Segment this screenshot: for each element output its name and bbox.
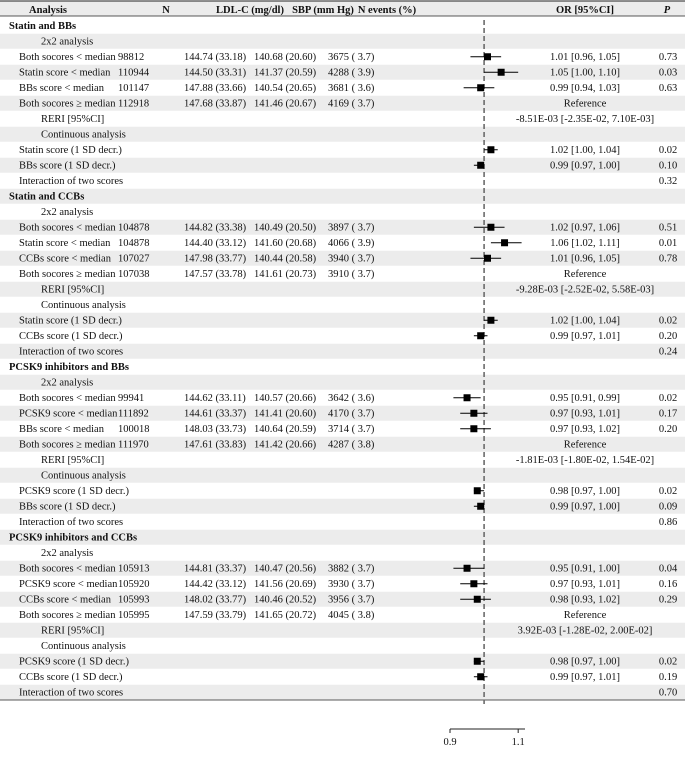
row-label: BBs score < median: [19, 83, 104, 94]
cell-ldl: 148.02 (33.77): [184, 594, 247, 606]
subsection-label: Continuous analysis: [41, 129, 126, 141]
row-label: PCSK9 score (1 SD decr.): [19, 486, 129, 497]
cell-n: 111892: [118, 408, 149, 420]
cell-events: 3714 ( 3.7): [328, 424, 375, 435]
cell-or: 0.97 [0.93, 1.02]: [550, 424, 620, 435]
cell-or: Reference: [563, 269, 607, 280]
cell-p: 0.16: [658, 579, 678, 590]
cell-sbp: 141.37 (20.59): [254, 67, 317, 79]
cell-ldl: 147.98 (33.77): [184, 253, 247, 265]
or-marker: [470, 410, 477, 417]
row-shade: [0, 34, 685, 50]
cell-p: 0.20: [658, 331, 678, 342]
or-marker: [464, 565, 471, 572]
cell-or: 0.99 [0.97, 1.00]: [550, 160, 620, 172]
cell-or: 1.01 [0.96, 1.05]: [550, 253, 620, 265]
cell-or: Reference: [563, 439, 607, 451]
row-label: Interaction of two scores: [19, 176, 124, 187]
row-label: Both socores < median: [19, 52, 116, 63]
cell-sbp: 140.46 (20.52): [254, 594, 317, 606]
cell-p: 0.32: [658, 176, 678, 187]
cell-n: 111970: [118, 439, 149, 451]
cell-p: 0.70: [658, 687, 678, 699]
cell-events: 4066 ( 3.9): [328, 238, 375, 249]
row-label: BBs score (1 SD decr.): [19, 501, 116, 513]
cell-or: 3.92E-03 [-1.28E-02, 2.00E-02]: [517, 625, 653, 637]
cell-sbp: 140.57 (20.66): [254, 393, 317, 404]
cell-p: 0.10: [658, 160, 678, 172]
cell-or: 0.99 [0.97, 1.00]: [550, 501, 620, 513]
cell-or: 0.97 [0.93, 1.01]: [550, 579, 620, 590]
cell-ldl: 144.61 (33.37): [184, 408, 247, 420]
cell-ldl: 147.68 (33.87): [184, 98, 247, 110]
row-label: Interaction of two scores: [19, 346, 124, 358]
subsection-label: 2x2 analysis: [41, 548, 94, 559]
row-label: CCBs score < median: [19, 594, 111, 606]
subsection-label: 2x2 analysis: [41, 207, 94, 218]
header-or: OR [95%CI]: [555, 5, 615, 16]
cell-n: 107027: [118, 253, 150, 265]
cell-sbp: 141.56 (20.69): [254, 579, 317, 590]
cell-sbp: 141.61 (20.73): [254, 269, 317, 280]
row-label: CCBs score (1 SD decr.): [19, 331, 123, 342]
or-marker: [477, 503, 484, 510]
section-title: Statin and BBs: [9, 21, 77, 32]
cell-or: 0.98 [0.93, 1.02]: [550, 594, 620, 606]
header-sbp: SBP (mm Hg): [292, 5, 354, 16]
or-marker: [484, 255, 491, 262]
cell-ldl: 144.42 (33.12): [184, 579, 247, 590]
cell-events: 4169 ( 3.7): [328, 98, 375, 110]
cell-p: 0.24: [658, 346, 678, 358]
cell-p: 0.20: [658, 424, 678, 435]
cell-ldl: 144.40 (33.12): [184, 238, 247, 249]
row-label: Statin score < median: [19, 238, 111, 249]
row-label: Statin score (1 SD decr.): [19, 315, 122, 327]
row-label: BBs score (1 SD decr.): [19, 160, 116, 172]
cell-ldl: 147.59 (33.79): [184, 610, 247, 621]
cell-ldl: 144.62 (33.11): [184, 393, 246, 404]
section-title: Statin and CCBs: [9, 191, 85, 203]
cell-p: 0.02: [658, 656, 678, 668]
or-marker: [498, 69, 505, 76]
cell-or: -9.28E-03 [-2.52E-02, 5.58E-03]: [515, 284, 655, 296]
cell-or: Reference: [563, 98, 607, 110]
or-marker: [477, 162, 484, 169]
cell-n: 99941: [118, 393, 145, 404]
row-label: CCBs score < median: [19, 253, 111, 265]
cell-events: 3681 ( 3.6): [328, 83, 375, 94]
row-label: Both socores < median: [19, 222, 116, 234]
cell-or: -1.81E-03 [-1.80E-02, 1.54E-02]: [515, 455, 655, 466]
cell-p: 0.02: [658, 393, 678, 404]
or-marker: [474, 487, 481, 494]
or-marker: [464, 394, 471, 401]
header-events: N events (%): [357, 5, 417, 16]
or-marker: [501, 239, 508, 246]
header-n: N: [162, 5, 170, 16]
cell-or: 0.97 [0.93, 1.01]: [550, 408, 620, 420]
cell-p: 0.09: [658, 501, 678, 513]
subsection-label: RERI [95%CI]: [41, 455, 105, 466]
cell-p: 0.63: [658, 83, 678, 94]
row-label: Statin score (1 SD decr.): [19, 145, 122, 156]
row-label: Both socores ≥ median: [19, 439, 116, 451]
cell-or: 0.99 [0.94, 1.03]: [550, 83, 620, 94]
cell-ldl: 144.50 (33.31): [184, 67, 247, 79]
cell-events: 3882 ( 3.7): [328, 563, 375, 575]
cell-or: 0.95 [0.91, 0.99]: [550, 393, 620, 404]
or-marker: [487, 317, 494, 324]
cell-n: 101147: [118, 83, 150, 94]
row-label: Interaction of two scores: [19, 687, 124, 699]
cell-n: 105913: [118, 563, 150, 575]
cell-sbp: 141.60 (20.68): [254, 238, 317, 249]
row-shade: [0, 375, 685, 391]
cell-n: 112918: [118, 98, 150, 110]
cell-or: 0.98 [0.97, 1.00]: [550, 656, 620, 668]
cell-or: 0.95 [0.91, 1.00]: [550, 563, 620, 575]
subsection-label: Continuous analysis: [41, 300, 126, 311]
cell-n: 104878: [118, 238, 150, 249]
subsection-label: RERI [95%CI]: [41, 625, 105, 637]
cell-ldl: 147.61 (33.83): [184, 439, 247, 451]
row-label: Both socores ≥ median: [19, 98, 116, 110]
row-label: Both socores ≥ median: [19, 610, 116, 621]
cell-p: 0.02: [658, 315, 678, 327]
or-marker: [470, 580, 477, 587]
subsection-label: RERI [95%CI]: [41, 284, 105, 296]
row-label: PCSK9 score < median: [19, 408, 118, 420]
cell-or: 0.99 [0.97, 1.01]: [550, 331, 620, 342]
cell-p: 0.19: [658, 672, 678, 683]
cell-n: 110944: [118, 67, 150, 79]
or-marker: [474, 658, 481, 665]
subsection-label: Continuous analysis: [41, 470, 126, 482]
cell-events: 3897 ( 3.7): [328, 222, 375, 234]
cell-events: 3910 ( 3.7): [328, 269, 375, 280]
cell-p: 0.01: [658, 238, 678, 249]
section-title: PCSK9 inhibitors and CCBs: [9, 532, 138, 544]
cell-events: 3930 ( 3.7): [328, 579, 375, 590]
cell-sbp: 140.47 (20.56): [254, 563, 317, 575]
cell-or: 0.99 [0.97, 1.01]: [550, 672, 620, 683]
cell-sbp: 140.68 (20.60): [254, 52, 317, 63]
cell-ldl: 144.82 (33.38): [184, 222, 247, 234]
cell-sbp: 140.49 (20.50): [254, 222, 317, 234]
subsection-label: 2x2 analysis: [41, 36, 94, 48]
cell-ldl: 148.03 (33.73): [184, 424, 247, 435]
cell-events: 3642 ( 3.6): [328, 393, 375, 404]
cell-or: 1.06 [1.02, 1.11]: [550, 238, 620, 249]
row-label: PCSK9 score < median: [19, 579, 118, 590]
cell-events: 3675 ( 3.7): [328, 52, 375, 63]
row-label: Statin score < median: [19, 67, 111, 79]
cell-p: 0.51: [658, 222, 678, 234]
or-marker: [484, 53, 491, 60]
cell-sbp: 141.41 (20.60): [254, 408, 317, 420]
cell-or: 1.02 [0.97, 1.06]: [550, 222, 620, 234]
cell-sbp: 141.42 (20.66): [254, 439, 317, 451]
or-marker: [477, 673, 484, 680]
cell-events: 3940 ( 3.7): [328, 253, 375, 265]
cell-p: 0.02: [658, 486, 678, 497]
cell-n: 105993: [118, 594, 150, 606]
or-marker: [477, 332, 484, 339]
cell-n: 105920: [118, 579, 150, 590]
cell-sbp: 141.65 (20.72): [254, 610, 317, 621]
row-label: Both socores ≥ median: [19, 269, 116, 280]
cell-or: 1.02 [1.00, 1.04]: [550, 315, 620, 327]
cell-sbp: 140.44 (20.58): [254, 253, 317, 265]
cell-p: 0.04: [658, 563, 678, 575]
or-marker: [474, 596, 481, 603]
cell-events: 4170 ( 3.7): [328, 408, 375, 420]
cell-n: 107038: [118, 269, 150, 280]
subsection-label: Continuous analysis: [41, 641, 126, 652]
subsection-label: RERI [95%CI]: [41, 114, 105, 125]
cell-or: 1.02 [1.00, 1.04]: [550, 145, 620, 156]
cell-or: 1.05 [1.00, 1.10]: [550, 67, 620, 79]
row-label: CCBs score (1 SD decr.): [19, 672, 123, 683]
cell-sbp: 140.54 (20.65): [254, 83, 317, 94]
cell-p: 0.78: [658, 253, 678, 265]
cell-n: 98812: [118, 52, 145, 63]
cell-n: 105995: [118, 610, 150, 621]
subsection-label: 2x2 analysis: [41, 377, 94, 389]
row-label: Both socores < median: [19, 393, 116, 404]
row-label: PCSK9 score (1 SD decr.): [19, 656, 129, 668]
cell-ldl: 144.74 (33.18): [184, 52, 247, 63]
cell-ldl: 147.57 (33.78): [184, 269, 247, 280]
cell-or: 0.98 [0.97, 1.00]: [550, 486, 620, 497]
row-shade: [0, 189, 685, 205]
cell-ldl: 144.81 (33.37): [184, 563, 247, 575]
header-p: P: [663, 5, 671, 16]
cell-n: 104878: [118, 222, 150, 234]
cell-events: 3956 ( 3.7): [328, 594, 375, 606]
or-marker: [470, 425, 477, 432]
cell-p: 0.17: [658, 408, 678, 420]
cell-events: 4045 ( 3.8): [328, 610, 375, 621]
cell-n: 100018: [118, 424, 150, 435]
section-title: PCSK9 inhibitors and BBs: [9, 362, 129, 373]
header-analysis: Analysis: [29, 5, 67, 16]
cell-p: 0.03: [658, 67, 678, 79]
cell-p: 0.86: [658, 517, 678, 528]
x-tick-label: 1.1: [511, 737, 525, 748]
or-marker: [477, 84, 484, 91]
cell-ldl: 147.88 (33.66): [184, 83, 247, 94]
cell-or: Reference: [563, 610, 607, 621]
header-ldl: LDL-C (mg/dl): [216, 5, 284, 16]
cell-sbp: 140.64 (20.59): [254, 424, 317, 435]
cell-p: 0.73: [658, 52, 678, 63]
row-label: Both socores < median: [19, 563, 116, 575]
cell-events: 4288 ( 3.9): [328, 67, 375, 79]
cell-sbp: 141.46 (20.67): [254, 98, 317, 110]
cell-p: 0.02: [658, 145, 678, 156]
x-tick-label: 0.9: [443, 737, 457, 748]
cell-or: 1.01 [0.96, 1.05]: [550, 52, 620, 63]
cell-or: -8.51E-03 [-2.35E-02, 7.10E-03]: [515, 114, 655, 125]
row-label: BBs score < median: [19, 424, 104, 435]
or-marker: [487, 146, 494, 153]
cell-events: 4287 ( 3.8): [328, 439, 375, 451]
cell-p: 0.29: [658, 594, 678, 606]
or-marker: [487, 224, 494, 231]
row-label: Interaction of two scores: [19, 517, 124, 528]
